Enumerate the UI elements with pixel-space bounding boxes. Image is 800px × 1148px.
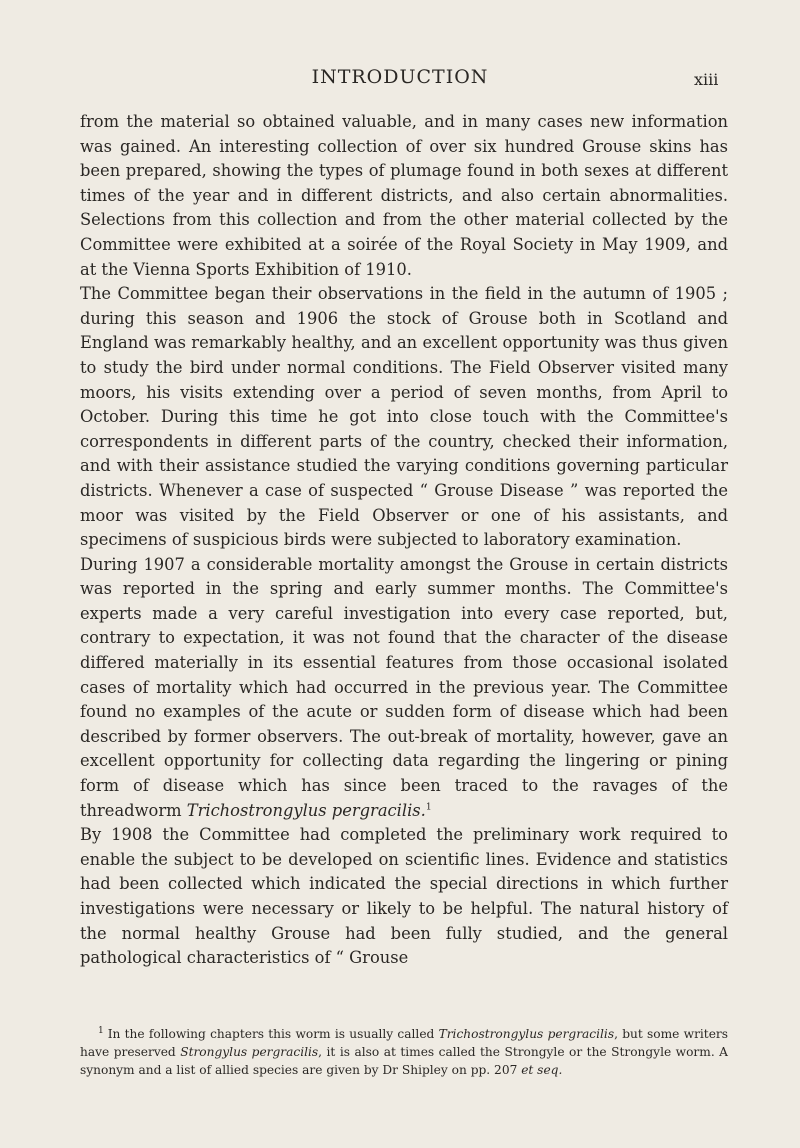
footnote-text-1: In the following chapters this worm is usually called (107, 1027, 439, 1042)
footnote-mark: 1 (98, 1026, 104, 1036)
body-text (80, 110, 728, 971)
footnote-italic-1: Trichostrongylus pergracilis (438, 1027, 615, 1042)
paragraph-2: The Committee began their observations in the field in the autumn of 1905 ; during this season and 1906 the stock of Grouse both in Scotland and England was remarkably healthy, and an excellent opportunity was thus given to study the bird under normal conditions. The Field Observer visited many moors, his visits extending over a period of seven months, from April to October. During this time he got into close touch with the Committee's correspondents in different parts of the country, checked their information, and with their assistance studied the varying conditions governing particular districts. Whenever a case of suspected “ Grouse Disease ” was reported the moor was visited by the Field Observer or one of his assistants, and specimens of suspicious birds were subjected to laboratory examination. (80, 284, 728, 550)
paragraph-3 (80, 553, 728, 824)
footnote-reference: 1 (425, 802, 432, 813)
paragraph-1: from the material so obtained valuable, and in many cases new information was gained. An interesting collection of over six hundred Grouse skins has been prepared, showing the types of plumage found in both sexes at different times of the year and in different districts, and also certain abnormalities. Selections from this collection and from the other material collected by the Committee were exhibited at a soirée of the Royal Society in May 1909, and at the Vienna Sports Exhibition of 1910. (80, 112, 728, 279)
footnote-1 (80, 1022, 728, 1079)
running-title: INTRODUCTION (311, 66, 489, 88)
species-name-italic: Trichostrongylus pergracilis. (186, 800, 426, 820)
footnote-italic-3: et seq. (521, 1063, 563, 1078)
footnote-italic-2: Strongylus pergracilis (180, 1045, 319, 1060)
footnote-text-3: , it is also at times called the Strongyle or the Strongyle worm. A synonym and a list of allied species are given by Dr Shipley on pp. 207 (80, 1045, 728, 1078)
paragraph-4: By 1908 the Committee had completed the preliminary work required to enable the subject to be developed on scientific lines. Evidence and statistics had been collected which indicated the special directions in which further investigations were necessary or likely to be helpful. The natural history of the normal healthy Grouse had been fully studied, and the general pathological characteristics of “ Grouse (80, 825, 728, 968)
page-number: xiii (694, 70, 719, 89)
paragraph-3-text: During 1907 a considerable mortality amongst the Grouse in certain districts was reported in the spring and early summer months. The Committee's experts made a very careful investigation into every case reported, but, contrary to expectation, it was not found that the character of the disease differed materially in its essential features from those occasional isolated cases of mortality which had occurred in the previous year. The Committee found no examples of the acute or sudden form of disease which had been described by former observers. The out-break of mortality, however, gave an excellent opportunity for collecting data regarding the lingering or pining form of disease which has since been traced to the ravages of the threadworm (80, 554, 728, 820)
footnotes (80, 1022, 728, 1079)
footnote-text-2: , but some writers have preserved (80, 1027, 728, 1060)
